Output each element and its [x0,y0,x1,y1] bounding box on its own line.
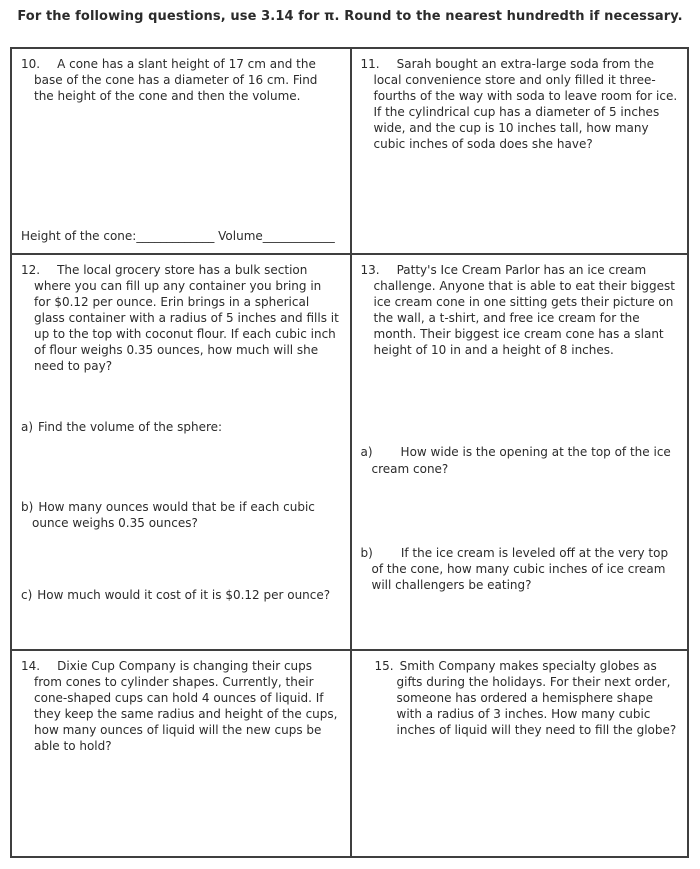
question-11-text: Sarah bought an extra-large soda from the local convenience store and only filled it three-fourths of the way with soda to leave room for ice. If the cylindrical cup has a diameter of 5 inches wide, and the cup is 10 inches tall, how many cubic inches of soda does she have? [373,57,678,152]
question-11-cell [350,49,688,253]
question-12-part-c [21,587,341,603]
question-13-part-b-label: b) [360,545,373,560]
question-13-part-a [361,444,679,476]
question-13-part-b-text: If the ice cream is leveled off at the very top of the cone, how many cubic inches of ice cream will challengers be eating? [371,545,669,592]
question-12-cell [12,255,350,649]
question-12-text: The local grocery store has a bulk section where you can fill up any container you bring in for $0.12 per ounce. Erin brings in a spherical glass container with a radius of 5 inches and fills it up to the top with coconut flour. If each cubic inch of flour weighs 0.35 ounces, how much will she need to pay? [34,263,339,374]
question-14-text: Dixie Cup Company is changing their cups from cones to cylinder shapes. Currently, their cone-shaped cups can hold 4 ounces of liquid. If they keep the same radius and height of the cups, how many ounces of liquid will the new cups be able to hold? [34,659,338,754]
question-13-part-b [361,545,679,593]
question-10-answer-blanks: Height of the cone:_____________ Volume____________ [21,228,335,243]
question-15-cell [350,651,688,856]
question-14-cell [12,651,350,856]
question-12-part-b [21,499,341,531]
question-10-text: A cone has a slant height of 17 cm and the base of the cone has a diameter of 16 cm. Find the height of the cone and then the volume. [34,57,318,104]
question-12-part-c-label: c) [21,587,33,602]
question-12-part-a-text: Find the volume of the sphere: [38,419,223,434]
question-13-part-a-label: a) [360,445,373,460]
page-instructions: For the following questions, use 3.14 for π. Round to the nearest hundredth if necessary. [17,9,683,24]
question-10-cell [12,49,350,253]
table-row-1 [12,49,687,253]
question-14-number: 14. [21,659,41,673]
question-15-text: Smith Company makes specialty globes as gifts during the holidays. For their next order, someone has ordered a hemisphere shape with a radius of 3 inches. How many cubic inches of liquid will they need to fill the globe? [396,659,677,738]
question-12-part-b-text: How many ounces would that be if each cubic ounce weighs 0.35 ounces? [32,499,315,530]
question-15-number: 15. [374,659,394,673]
table-row-3 [12,649,687,856]
question-13-number: 13. [360,263,380,277]
worksheet-table [10,47,689,858]
question-12-part-a-label: a) [21,419,34,434]
question-13-text: Patty's Ice Cream Parlor has an ice cream challenge. Anyone that is able to eat their biggest ice cream cone in one sitting gets their picture on the wall, a t-shirt, and free ice cream for the month. Their biggest ice cream cone has a slant height of 10 in and a height of 8 inches. [373,263,675,358]
question-12-part-a [21,419,341,435]
question-12-part-b-label: b) [21,499,34,514]
question-13-part-a-text: How wide is the opening at the top of the ice cream cone? [371,445,671,476]
table-row-2 [12,253,687,649]
question-10-number: 10. [21,57,41,71]
question-11-number: 11. [360,57,380,71]
question-12-part-c-text: How much would it cost of it is $0.12 per ounce? [37,587,331,602]
question-13-cell [350,255,688,649]
question-12-number: 12. [21,263,41,277]
